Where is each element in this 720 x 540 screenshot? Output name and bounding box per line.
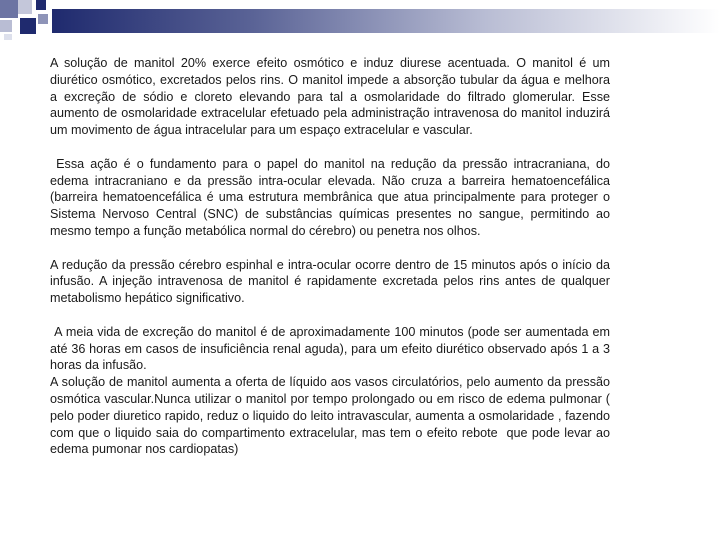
header-gradient-bar xyxy=(52,9,720,33)
paragraph-spacer xyxy=(50,240,610,257)
deco-square xyxy=(18,0,32,14)
deco-square xyxy=(36,0,46,10)
paragraph-1: A solução de manitol 20% exerce efeito osmótico e induz diurese acentuada. O manitol é um diurético osmótico, excretados pelos rins. O manitol impede a absorção tubular da água e melhora a excreção de sódio e cloreto elevando para tal a osmolaridade do filtrado glomerular. Esse aumento de osmolaridade extracelular efetuado pela administração intravenosa do manitol induzirá um movimento de água intracelular para um espaço extracelular e vascular. xyxy=(50,56,610,138)
paragraph-5: A solução de manitol aumenta a oferta de líquido aos vasos circulatórios, pelo aumento da pressão osmótica vascular.Nunca utilizar o manitol por tempo prolongado ou em risco de edema pulmonar ( pelo poder diuretico rapido, reduz o liquido do leito intravascular, aumenta a osmolaridade , fazendo com que o liquido saia do compartimento extracelular, mas tem o efeito rebote que pode levar ao edema pumonar nos cardiopatas) xyxy=(50,375,614,457)
deco-square xyxy=(0,0,18,18)
paragraph-2: Essa ação é o fundamento para o papel do manitol na redução da pressão intracraniana, do edema intracraniano e da pressão intra-ocular elevada. Não cruza a barreira hematoencefálica (barreira hematoencefálica é uma estrutura membrânica que atua principalmente para proteger o Sistema Nervoso Central (SNC) de substâncias químicas presentes no sangue, permitindo ao mesmo tempo a função metabólica normal do cérebro) ou penetra nos olhos. xyxy=(50,156,614,238)
paragraph-spacer xyxy=(50,307,610,324)
paragraph-spacer xyxy=(50,139,610,156)
header-decoration xyxy=(0,0,720,40)
deco-square xyxy=(0,20,12,32)
paragraph-3: A redução da pressão cérebro espinhal e intra-ocular ocorre dentro de 15 minutos após o início da infusão. A injeção intravenosa de manitol é rapidamente excretada pelos rins antes de qualquer metabolismo hepático significativo. xyxy=(50,257,610,306)
paragraph-4: A meia vida de excreção do manitol é de aproximadamente 100 minutos (pode ser aumentada em até 36 horas em casos de insuficiência renal aguda), para um efeito diurético observado após 1 a 3 horas da infusão. xyxy=(50,324,614,373)
deco-square xyxy=(38,14,48,24)
deco-square xyxy=(20,18,36,34)
deco-square xyxy=(4,34,12,40)
document-body xyxy=(50,55,614,458)
